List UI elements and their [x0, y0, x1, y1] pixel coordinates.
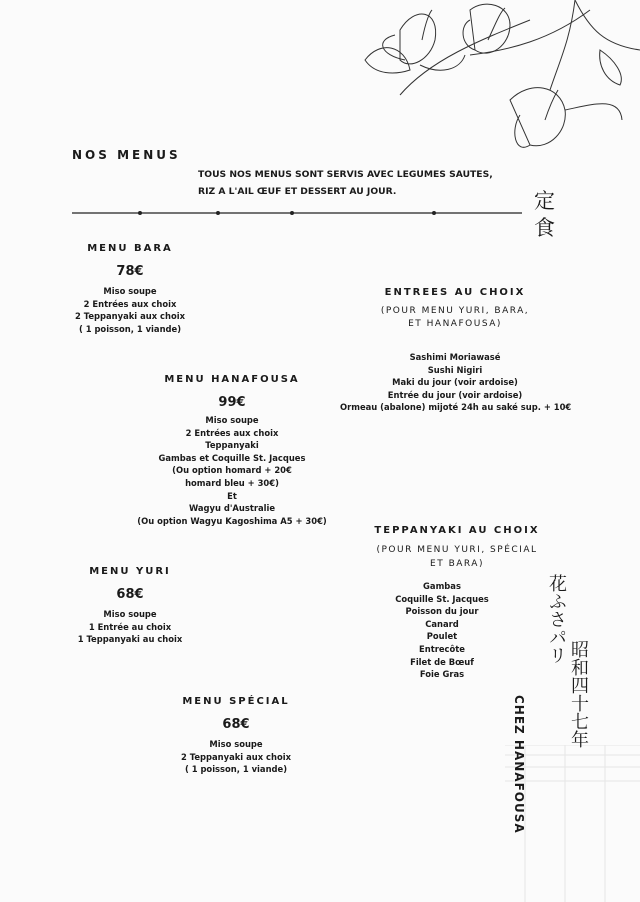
- teppanyaki-item: Filet de Bœuf: [410, 656, 474, 667]
- teppanyaki-item: Entrecôte: [419, 643, 465, 654]
- menu-item: (Ou option homard + 20€: [172, 465, 292, 476]
- section-subtitle: ET BARA): [430, 559, 484, 569]
- menu-item: Miso soupe: [103, 609, 157, 619]
- entree-item: Maki du jour (voir ardoise): [392, 377, 518, 388]
- menu-item: 2 Teppanyaki aux choix: [181, 751, 291, 762]
- kanji-char: 定: [534, 189, 555, 213]
- menu-item: 2 Entrées aux choix: [185, 427, 279, 438]
- menu-item: Miso soupe: [209, 739, 263, 749]
- entree-item: Sashimi Moriawasé: [409, 352, 501, 362]
- section-subtitle: (POUR MENU YURI, BARA,: [380, 306, 530, 316]
- teppanyaki-item: Foie Gras: [419, 669, 465, 680]
- teppanyaki-item: Poisson du jour: [405, 606, 479, 617]
- teppanyaki-section: [342, 525, 572, 571]
- divider-rule: [72, 208, 522, 218]
- vertical-jp-name: 花ふさパリ: [546, 574, 567, 664]
- entree-item: Ormeau (abalone) mijoté 24h au saké sup. + 10€: [340, 402, 572, 413]
- menu-item: 1 Teppanyaki au choix: [77, 634, 183, 645]
- intro-text: [198, 166, 493, 200]
- section-title: ENTREES AU CHOIX: [384, 287, 526, 298]
- entree-item: Sushi Nigiri: [427, 364, 483, 375]
- kanji-char: 食: [534, 216, 555, 240]
- kanji-teishoku: [534, 188, 555, 242]
- menu-title: MENU HANAFOUSA: [164, 374, 300, 385]
- menu-item: homard bleu + 30€): [185, 477, 279, 488]
- menu-item: ( 1 poisson, 1 viande): [184, 764, 288, 775]
- vertical-jp-year: 昭和四十七年: [568, 640, 589, 748]
- flower-illustration: [360, 0, 640, 160]
- teppanyaki-item: Gambas: [423, 581, 461, 591]
- section-subtitle: (POUR MENU YURI, SPÉCIAL: [376, 545, 538, 555]
- menu-title: MENU YURI: [89, 566, 171, 577]
- menu-bara: [40, 243, 220, 335]
- menu-item: Miso soupe: [103, 286, 157, 296]
- menu-item: ( 1 poisson, 1 viande): [78, 323, 182, 334]
- menu-item: Miso soupe: [205, 415, 259, 425]
- page-title: NOS MENUS: [72, 148, 181, 162]
- intro-line: RIZ A L'AIL ŒUF ET DESSERT AU JOUR.: [198, 186, 397, 197]
- menu-item: 1 Entrée au choix: [88, 621, 172, 632]
- menu-special: [146, 696, 326, 776]
- menu-item: Wagyu d'Australie: [188, 503, 276, 514]
- menu-item: 2 Teppanyaki aux choix: [75, 311, 185, 322]
- menu-price: 68€: [116, 587, 144, 602]
- menu-yuri: [40, 566, 220, 646]
- entrees-section: [340, 287, 570, 414]
- menu-item: Gambas et Coquille St. Jacques: [158, 452, 306, 463]
- menu-hanafousa: [122, 374, 342, 527]
- menu-title: MENU SPÉCIAL: [182, 696, 290, 707]
- menu-item: (Ou option Wagyu Kagoshima A5 + 30€): [137, 515, 327, 526]
- intro-line: TOUS NOS MENUS SONT SERVIS AVEC LEGUMES SAUTES,: [198, 169, 493, 180]
- menu-price: 99€: [218, 395, 246, 410]
- menu-item: 2 Entrées aux choix: [83, 298, 177, 309]
- teppanyaki-list: [382, 580, 502, 681]
- section-subtitle: ET HANAFOUSA): [408, 319, 502, 329]
- menu-item: Teppanyaki: [205, 440, 259, 451]
- teppanyaki-item: Poulet: [426, 631, 458, 642]
- teppanyaki-item: Canard: [425, 618, 459, 629]
- teppanyaki-item: Coquille St. Jacques: [395, 593, 489, 604]
- section-title: TEPPANYAKI AU CHOIX: [374, 525, 540, 536]
- menu-title: MENU BARA: [87, 243, 173, 254]
- menu-price: 78€: [116, 264, 144, 279]
- menu-item: Et: [227, 490, 237, 501]
- menu-price: 68€: [222, 717, 250, 732]
- vertical-brand: CHEZ HANAFOUSA: [512, 695, 526, 834]
- entree-item: Entrée du jour (voir ardoise): [387, 389, 523, 400]
